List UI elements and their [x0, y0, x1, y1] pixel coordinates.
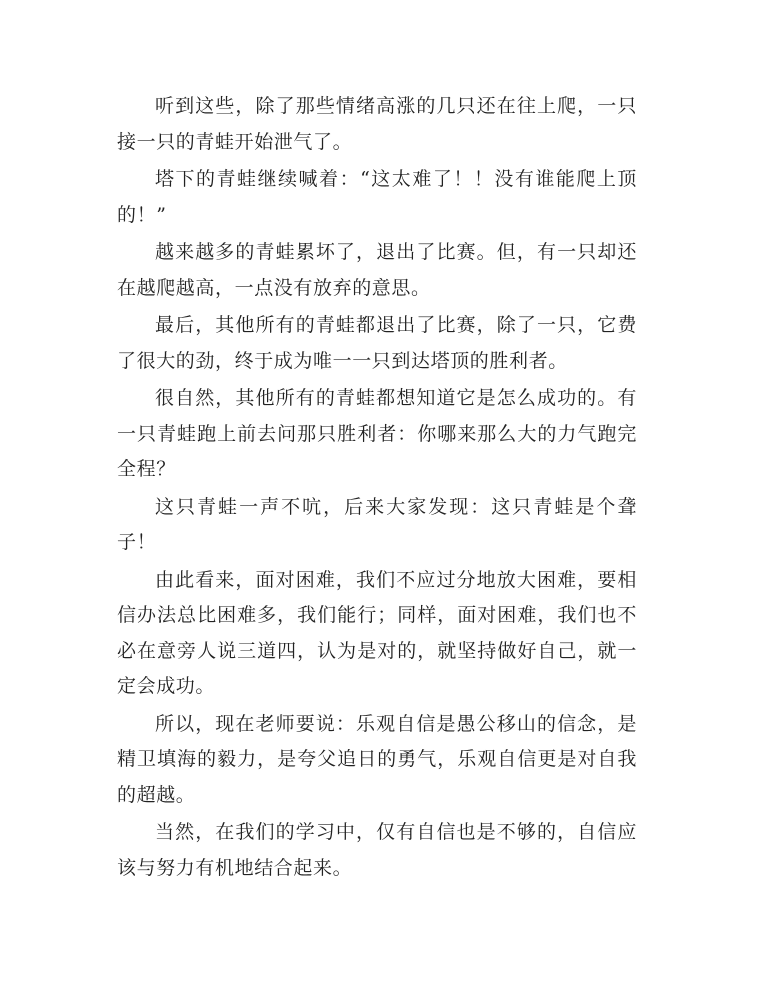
- paragraph-4: 最后，其他所有的青蛙都退出了比赛，除了一只，它费了很大的劲，终于成为唯一一只到达塔顶的胜利者。: [117, 314, 637, 372]
- paragraph-8: 所以，现在老师要说：乐观自信是愚公移山的信念，是精卫填海的毅力，是夸父追日的勇气，乐观自信更是对自我的超越。: [117, 712, 637, 806]
- paragraph-9: 当然，在我们的学习中，仅有自信也是不够的，自信应该与努力有机地结合起来。: [117, 821, 637, 879]
- paragraph-2: 塔下的青蛙继续喊着：“这太难了！！没有谁能爬上顶的！”: [117, 168, 637, 226]
- paragraph-7: 由此看来，面对困难，我们不应过分地放大困难，要相信办法总比困难多，我们能行；同样，面对困难，我们也不必在意旁人说三道四，认为是对的，就坚持做好自己，就一定会成功。: [117, 568, 637, 697]
- paragraph-6: 这只青蛙一声不吭，后来大家发现：这只青蛙是个聋子！: [117, 495, 637, 553]
- document-body: [117, 89, 637, 888]
- paragraph-5: 很自然，其他所有的青蛙都想知道它是怎么成功的。有一只青蛙跑上前去问那只胜利者：你哪来那么大的力气跑完全程？: [117, 387, 637, 480]
- paragraph-3: 越来越多的青蛙累坏了，退出了比赛。但，有一只却还在越爬越高，一点没有放弃的意思。: [117, 241, 637, 299]
- paragraph-1: 听到这些，除了那些情绪高涨的几只还在往上爬，一只接一只的青蛙开始泄气了。: [117, 95, 637, 153]
